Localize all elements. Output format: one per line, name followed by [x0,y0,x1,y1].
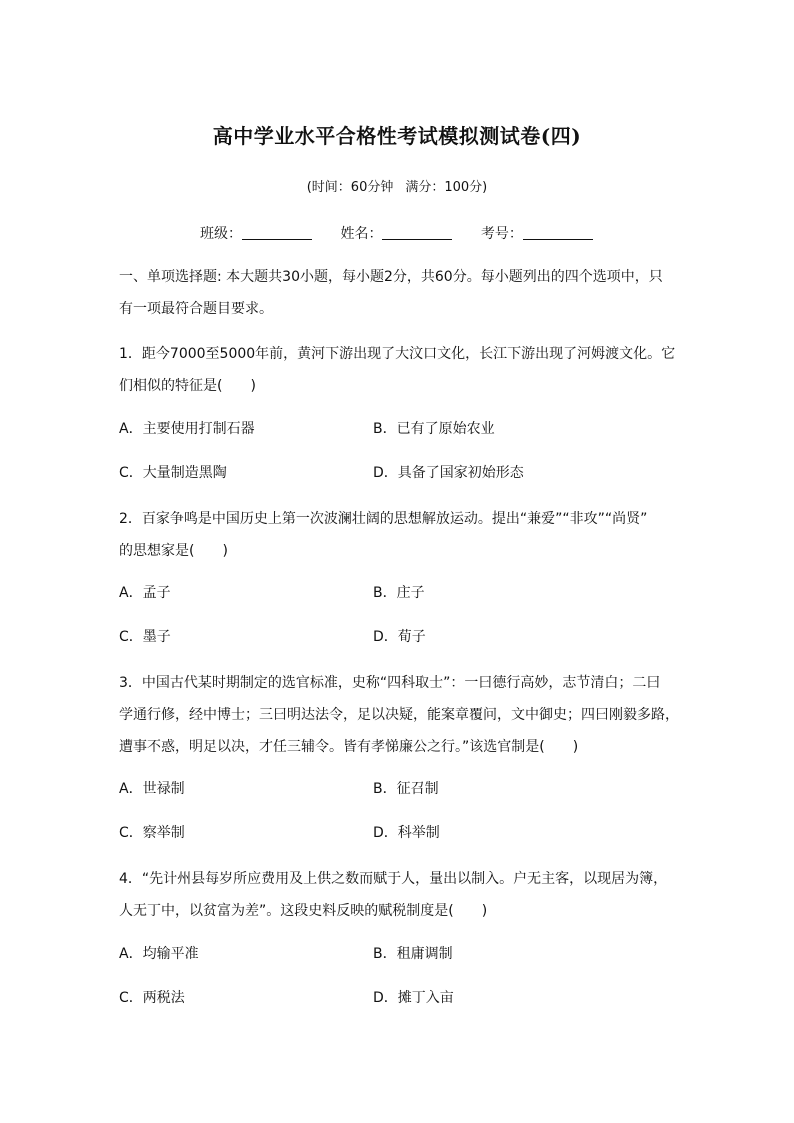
option-a[interactable]: A．世禄制 [119,781,185,797]
question-2 [119,503,679,567]
question-line: 学通行修，经中博士；三曰明达法令，足以决疑，能案章覆问，文中御史；四曰刚毅多路， [119,707,679,723]
section-heading [119,261,679,325]
exam-score: 满分：100分) [405,180,488,195]
name-blank[interactable] [382,225,452,240]
class-field [200,224,312,244]
option-a[interactable]: A．孟子 [119,585,171,601]
option-d[interactable]: D．科举制 [373,825,440,841]
question-line: 3．中国古代某时期制定的选官标准，史称“四科取士”：一曰德行高妙，志节清白；二曰 [119,675,661,691]
question-line: 的思想家是( ) [119,543,228,559]
question-1-options-row-2 [119,462,679,484]
section-line: 有一项最符合题目要求。 [119,301,273,317]
question-4-options-row-1 [119,943,679,965]
question-line: 1．距今7000至5000年前，黄河下游出现了大汶口文化，长江下游出现了河姆渡文化。它 [119,346,676,362]
option-d[interactable]: D．荀子 [373,629,426,645]
question-4 [119,863,679,927]
question-1-options-row-1 [119,418,679,440]
option-b[interactable]: B．征召制 [373,781,439,797]
option-a[interactable]: A．均输平准 [119,946,199,962]
question-line: 人无丁中，以贫富为差”。这段史料反映的赋税制度是( ) [119,903,488,919]
exam-number-blank[interactable] [523,225,593,240]
question-line: 们相似的特征是( ) [119,378,256,394]
exam-time: (时间：60分钟 [306,180,394,195]
option-a[interactable]: A．主要使用打制石器 [119,421,255,437]
question-4-options-row-2 [119,987,679,1009]
option-c[interactable]: C．察举制 [119,825,185,841]
option-c[interactable]: C．墨子 [119,629,171,645]
question-3-options-row-1 [119,778,679,800]
student-info-fields [200,224,617,244]
question-3-options-row-2 [119,822,679,844]
option-b[interactable]: B．租庸调制 [373,946,453,962]
question-2-options-row-1 [119,582,679,604]
class-blank[interactable] [242,225,312,240]
option-b[interactable]: B．庄子 [373,585,425,601]
question-3 [119,667,679,763]
option-c[interactable]: C．两税法 [119,990,185,1006]
question-line: 遭事不惑，明足以决，才任三辅令。皆有孝悌廉公之行。”该选官制是( ) [119,739,579,755]
option-c[interactable]: C．大量制造黑陶 [119,465,227,481]
section-line: 一、单项选择题: 本大题共30小题，每小题2分，共60分。每小题列出的四个选项中，只 [119,269,663,285]
option-d[interactable]: D．具备了国家初始形态 [373,465,524,481]
class-label: 班级： [200,226,242,242]
exam-number-field [481,224,593,244]
question-1 [119,338,679,402]
question-2-options-row-2 [119,626,679,648]
option-d[interactable]: D．摊丁入亩 [373,990,454,1006]
name-field [340,224,452,244]
exam-title: 高中学业水平合格性考试模拟测试卷(四) [212,124,582,148]
option-b[interactable]: B．已有了原始农业 [373,421,495,437]
question-line: 2．百家争鸣是中国历史上第一次波澜壮阔的思想解放运动。提出“兼爱”“非攻”“尚贤” [119,511,648,527]
question-line: 4．“先计州县每岁所应费用及上供之数而赋于人，量出以制入。户无主客，以现居为簿， [119,871,668,887]
exam-meta [0,178,794,198]
name-label: 姓名： [340,226,383,242]
exam-number-label: 考号： [480,226,523,242]
